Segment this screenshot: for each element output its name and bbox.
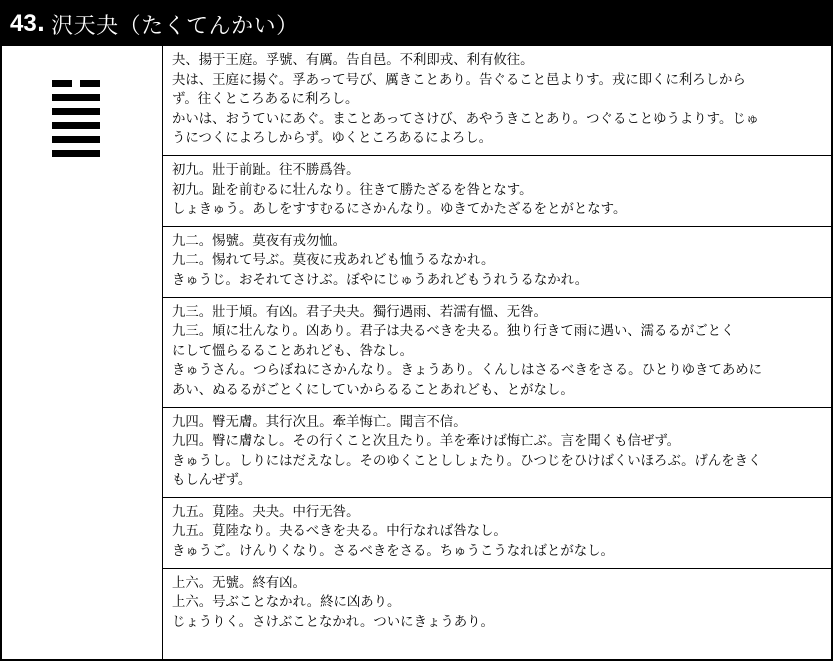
text-line: 初九。趾を前むるに壮んなり。往きて勝たざるを咎となす。 [172,182,533,198]
text-line: 九二。惕れて号ぶ。莫夜に戎あれども恤うるなかれ。 [172,253,495,269]
text-line: じょうりく。さけぶことなかれ。ついにきょうあり。 [172,614,494,630]
text-line: きゅうご。けんりくなり。さるべきをさる。ちゅうこうなればとがなし。 [172,544,614,560]
text-line: 九四。臀に膚なし。その行くこと次且たり。羊を牽けば悔亡ぶ。言を聞くも信ぜず。 [172,434,681,450]
hexagram-title: 沢天夬（たくてんかい） [51,13,299,39]
text-line: にして慍らるることあれども、咎なし。 [172,343,414,359]
text-line: 初九。壯于前趾。往不勝爲咎。 [172,162,360,178]
text-line: 上六。无號。終有凶。 [172,575,306,591]
text-column [162,46,831,659]
text-line: あい、ぬるるがごとくにしていからるることあれども、とがなし。 [172,382,574,398]
text-line: きゅうじ。おそれてさけぶ。ぼやにじゅうあれどもうれうるなかれ。 [172,272,589,288]
text-line: うにつくによろしからず。ゆくところあるによろし。 [172,131,493,147]
text-line: 上六。号ぶことなかれ。終に凶あり。 [172,595,401,611]
text-line: もしんぜず。 [172,473,252,489]
text-section [163,46,831,156]
title-bar [2,2,831,46]
hexagram-line-yin [52,80,100,87]
text-section [163,408,831,498]
hexagram-line-yang [52,108,100,115]
text-section [163,298,831,408]
text-line: 九三。壯于頄。有凶。君子夬夬。獨行遇雨、若濡有慍、无咎。 [172,304,547,320]
text-section [163,569,831,639]
text-line: ず。往くところあるに利ろし。 [172,92,359,108]
hexagram-line-yang [52,136,100,143]
text-line: 夬、揚于王庭。孚號、有厲。告自邑。不利即戎、利有攸往。 [172,53,534,68]
text-line: 九五。莧陸。夬夬。中行无咎。 [172,504,360,520]
text-line: 九三。頄に壮んなり。凶あり。君子は夬るべきを夬る。独り行きて雨に遇い、濡るるがごとく [172,324,735,340]
text-section [163,498,831,569]
text-line: 九五。莧陸なり。夬るべきを夬る。中行なれば咎なし。 [172,524,507,540]
content-area [2,46,831,659]
text-line: しょきゅう。あしをすすむるにさかんなり。ゆきてかたざるをとがとなす。 [172,202,627,218]
hexagram-line-yang [52,122,100,129]
text-section [163,156,831,227]
text-line: きゅうさん。つらぼねにさかんなり。きょうあり。くんしはさるべきをさる。ひとりゆきてあめに [172,363,762,379]
text-line: 九四。臀无膚。其行次且。牽羊悔亡。聞言不信。 [172,414,467,430]
hexagram-symbol [52,80,100,164]
hexagram-column [2,46,162,659]
number-separator: . [36,11,46,37]
hexagram-line-yang [52,150,100,157]
text-line: 夬は、王庭に揚ぐ。孚あって号び、厲きことあり。告ぐること邑よりす。戎に即くに利ろしから [172,72,746,88]
hexagram-number: 43 [10,10,37,37]
text-line: かいは、おうていにあぐ。まことあってさけび、あやうきことあり。つぐることゆうよりす。じゅ [172,111,760,127]
text-line: きゅうし。しりにはだえなし。そのゆくことししょたり。ひつじをひけばくいほろぶ。げんをきく [172,453,762,469]
hexagram-line-yang [52,94,100,101]
text-section [163,227,831,298]
text-line: 九二。惕號。莫夜有戎勿恤。 [172,233,347,249]
